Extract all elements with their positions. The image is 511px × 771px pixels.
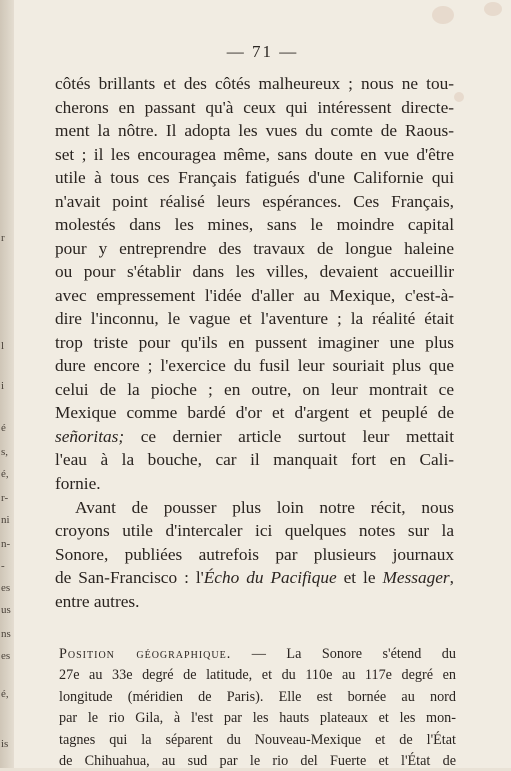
foxing-spot	[432, 6, 454, 24]
gutter-fragment: us	[1, 604, 11, 616]
gutter-fragment: n-	[1, 538, 11, 550]
text-line: ment la nôtre. Il adopta les vues du comte de Raous-	[55, 121, 454, 140]
gutter-fragment: es	[1, 650, 11, 662]
italic-title: Écho du Pacifique	[203, 568, 337, 587]
text-span: — La Sonore s'étend du	[231, 646, 456, 662]
text-line: celui de la pioche ; en outre, on leur montrait ce	[55, 380, 454, 399]
text-line: dire l'inconnu, le vague et l'aventure ; la réalité était	[55, 309, 454, 328]
gutter-fragment: -	[1, 560, 5, 572]
gutter-fragment: s,	[1, 446, 9, 458]
foxing-spot	[454, 92, 464, 102]
text-line: tagnes qui la séparent du Nouveau-Mexique et de l'État	[59, 732, 456, 748]
text-line: avec empressement l'idée d'aller au Mexique, c'est-à-	[55, 286, 454, 305]
text-line: Mexique comme bardé d'or et d'argent et peuplé de	[55, 403, 454, 422]
previous-page-edge	[0, 0, 14, 768]
italic-title: Messager	[382, 568, 450, 587]
gutter-fragment: i	[1, 380, 5, 392]
text-line: n'avait point réalisé leurs espérances. Ces Français,	[55, 192, 454, 211]
gutter-fragment: ni	[1, 514, 10, 526]
text-line: molestés dans les mines, sans le moindre capital	[55, 215, 454, 234]
italic-word: señoritas;	[55, 427, 125, 446]
gutter-fragment: é	[1, 422, 6, 434]
text-line: Sonore, publiées autrefois par plusieurs journaux	[55, 545, 454, 564]
text-line: cherons en passant qu'à ceux qui intéressent directe-	[55, 98, 454, 117]
gutter-fragment: l	[1, 340, 5, 352]
text-line: Avant de pousser plus loin notre récit, nous	[75, 498, 454, 517]
gutter-fragment: é,	[1, 468, 9, 480]
text-line: 27e au 33e degré de latitude, et du 110e au 117e degré en	[59, 667, 456, 683]
text-line: trop triste pour qu'ils en pussent imaginer une plus	[55, 333, 454, 352]
text-line	[55, 568, 454, 587]
gutter-fragment: r	[1, 232, 5, 244]
text-line: ou pour s'établir dans les villes, devaient accueillir	[55, 262, 454, 281]
text-span: et le	[336, 568, 383, 587]
text-line: entre autres.	[55, 592, 140, 611]
text-span: de San-Francisco : l'	[55, 568, 204, 587]
page-number: — 71 —	[226, 42, 299, 61]
text-line: dure encore ; l'exercice du fusil leur souriait plus que	[55, 356, 454, 375]
book-page	[14, 0, 511, 768]
text-line: de Chihuahua, au sud par le rio del Fuerte et l'État de	[59, 753, 456, 769]
text-line: pour y entreprendre des travaux de longue haleine	[55, 239, 454, 258]
gutter-fragment: is	[1, 738, 9, 750]
gutter-fragment: es	[1, 582, 11, 594]
text-line: côtés brillants et des côtés malheureux ; nous ne tou-	[55, 74, 454, 93]
gutter-fragment: r-	[1, 492, 9, 504]
text-span: ce dernier article surtout leur mettait	[124, 427, 454, 446]
text-line: fornie.	[55, 474, 101, 493]
text-span: ,	[449, 568, 454, 587]
text-line: par le rio Gila, à l'est par les hauts plateaux et les mon-	[59, 710, 456, 726]
text-line	[59, 645, 456, 664]
gutter-fragment: ns	[1, 628, 11, 640]
section-heading: Position géographique.	[59, 646, 232, 662]
text-line: longitude (méridien de Paris). Elle est bornée au nord	[59, 689, 456, 705]
text-line	[55, 427, 454, 446]
text-line: utile à tous ces Français fatigués d'une Californie qui	[55, 168, 454, 187]
text-line: l'eau à la bouche, car il manquait fort en Cali-	[55, 450, 454, 469]
gutter-fragment: é,	[1, 688, 9, 700]
text-line: set ; il les encouragea même, sans doute en vue d'être	[55, 145, 454, 164]
foxing-spot	[484, 2, 502, 16]
text-line: croyons utile d'intercaler ici quelques notes sur la	[55, 521, 454, 540]
